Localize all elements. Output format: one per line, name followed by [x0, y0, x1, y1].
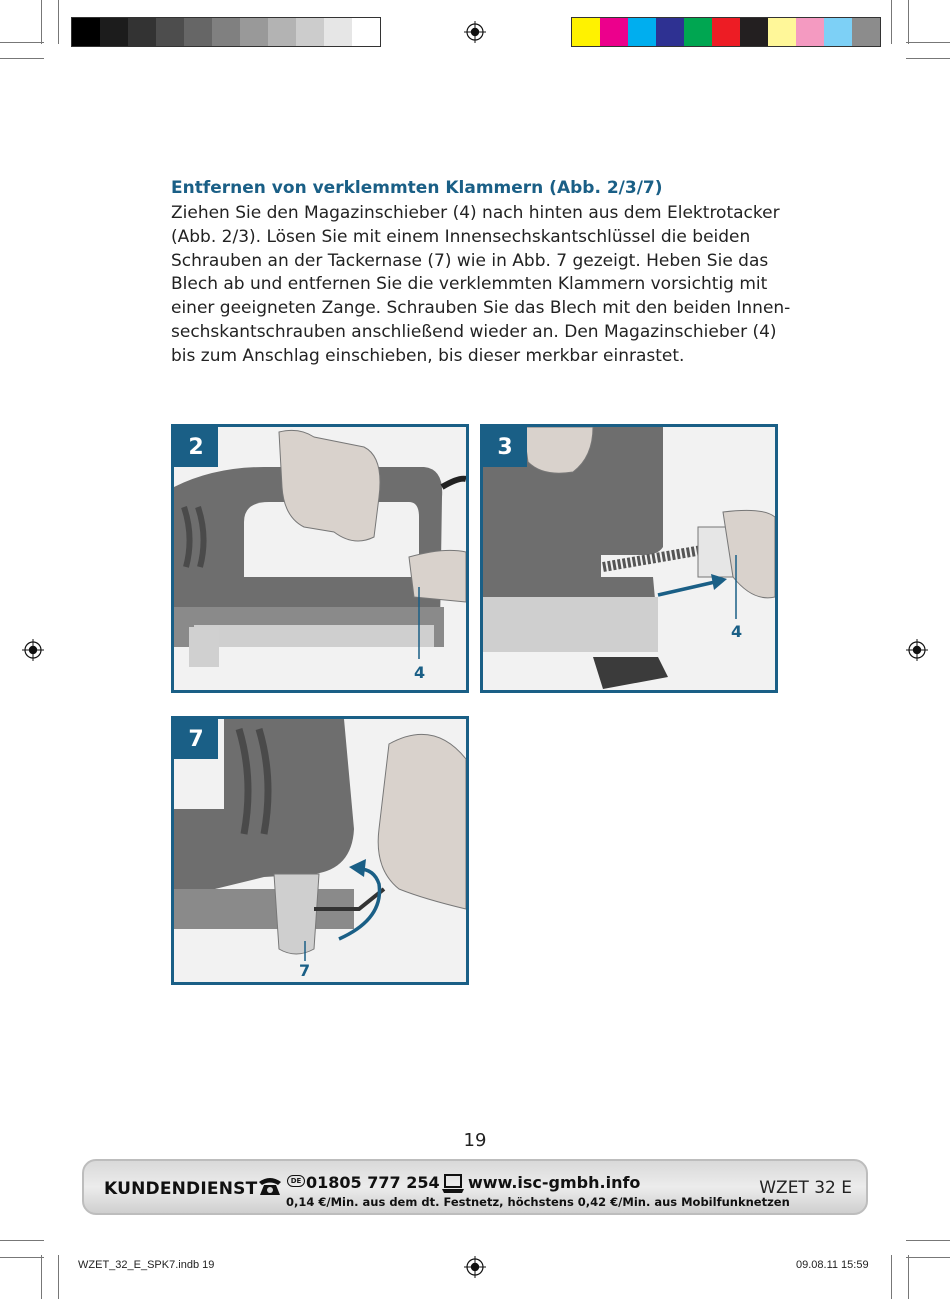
color-swatch	[72, 18, 100, 46]
color-swatch	[712, 18, 740, 46]
color-swatch	[824, 18, 852, 46]
figure-2	[171, 424, 469, 693]
color-swatch	[296, 18, 324, 46]
color-swatch	[324, 18, 352, 46]
color-swatch	[796, 18, 824, 46]
figure-number-badge: 7	[174, 719, 218, 759]
crop-mark	[908, 1255, 909, 1299]
section-heading: Entfernen von verklemmten Klammern (Abb. 2/3/7)	[171, 178, 663, 198]
paragraph-line: Ziehen Sie den Magazinschieber (4) nach hinten aus dem Elektrotacker	[171, 203, 780, 223]
crop-mark	[891, 0, 892, 44]
laptop-icon	[441, 1174, 465, 1194]
model-name: WZET 32 E	[759, 1178, 852, 1198]
paragraph-line: einer geeigneten Zange. Schrauben Sie das Blech mit den beiden Innen-	[171, 298, 791, 319]
paragraph-line: sechskantschrauben anschließend wieder an. Den Magazinschieber (4)	[171, 321, 777, 342]
crop-mark	[906, 58, 950, 59]
instruction-paragraph	[171, 202, 791, 369]
callout-label: 7	[299, 961, 311, 980]
paragraph-line: bis zum Anschlag einschieben, bis dieser merkbar einrastet.	[171, 345, 685, 366]
color-swatch	[684, 18, 712, 46]
registration-mark-icon	[464, 1256, 486, 1278]
registration-mark-icon	[906, 639, 928, 661]
color-swatch	[852, 18, 880, 46]
figure-7	[171, 716, 469, 985]
color-swatch	[268, 18, 296, 46]
crop-mark	[0, 1240, 44, 1241]
crop-mark	[906, 1240, 950, 1241]
crop-mark	[41, 1255, 42, 1299]
registration-mark-icon	[22, 639, 44, 661]
crop-mark	[0, 1257, 44, 1258]
telephone-icon	[257, 1175, 283, 1197]
color-swatch	[212, 18, 240, 46]
file-slug: WZET_32_E_SPK7.indb 19	[78, 1259, 215, 1271]
crop-mark	[891, 1255, 892, 1299]
color-swatch	[572, 18, 600, 46]
process-color-bar	[571, 17, 881, 47]
website-link[interactable]: www.isc-gmbh.info	[468, 1173, 641, 1192]
color-swatch	[352, 18, 380, 46]
color-swatch	[740, 18, 768, 46]
crop-mark	[908, 0, 909, 44]
crop-mark	[58, 1255, 59, 1299]
color-swatch	[768, 18, 796, 46]
service-label: KUNDENDIENST	[104, 1179, 258, 1199]
color-swatch	[628, 18, 656, 46]
phone-number: 01805 777 254	[306, 1173, 440, 1192]
color-swatch	[184, 18, 212, 46]
figure-number-badge: 2	[174, 427, 218, 467]
color-swatch	[100, 18, 128, 46]
color-swatch	[600, 18, 628, 46]
crop-mark	[906, 1257, 950, 1258]
page-number: 19	[463, 1130, 487, 1151]
figure-3	[480, 424, 778, 693]
crop-mark	[0, 58, 44, 59]
callout-label: 4	[731, 622, 743, 641]
crop-mark	[41, 0, 42, 44]
call-rates-note: 0,14 €/Min. aus dem dt. Festnetz, höchstens 0,42 €/Min. aus Mobilfunknetzen	[286, 1195, 790, 1209]
color-swatch	[128, 18, 156, 46]
customer-service-footer	[82, 1159, 868, 1215]
crop-mark	[58, 0, 59, 44]
country-badge: DE	[287, 1175, 305, 1187]
registration-mark-icon	[464, 21, 486, 43]
date-slug: 09.08.11 15:59	[796, 1259, 869, 1271]
callout-label: 4	[414, 663, 426, 682]
paragraph-line: Schrauben an der Tackernase (7) wie in Abb. 7 gezeigt. Heben Sie das	[171, 250, 769, 271]
color-swatch	[156, 18, 184, 46]
color-swatch	[240, 18, 268, 46]
figure-number-badge: 3	[483, 427, 527, 467]
grayscale-color-bar	[71, 17, 381, 47]
color-swatch	[656, 18, 684, 46]
crop-mark	[0, 42, 44, 43]
paragraph-line: Blech ab und entfernen Sie die verklemmten Klammern vorsichtig mit	[171, 274, 768, 295]
paragraph-line: (Abb. 2/3). Lösen Sie mit einem Innensechskantschlüssel die beiden	[171, 226, 751, 247]
crop-mark	[906, 42, 950, 43]
